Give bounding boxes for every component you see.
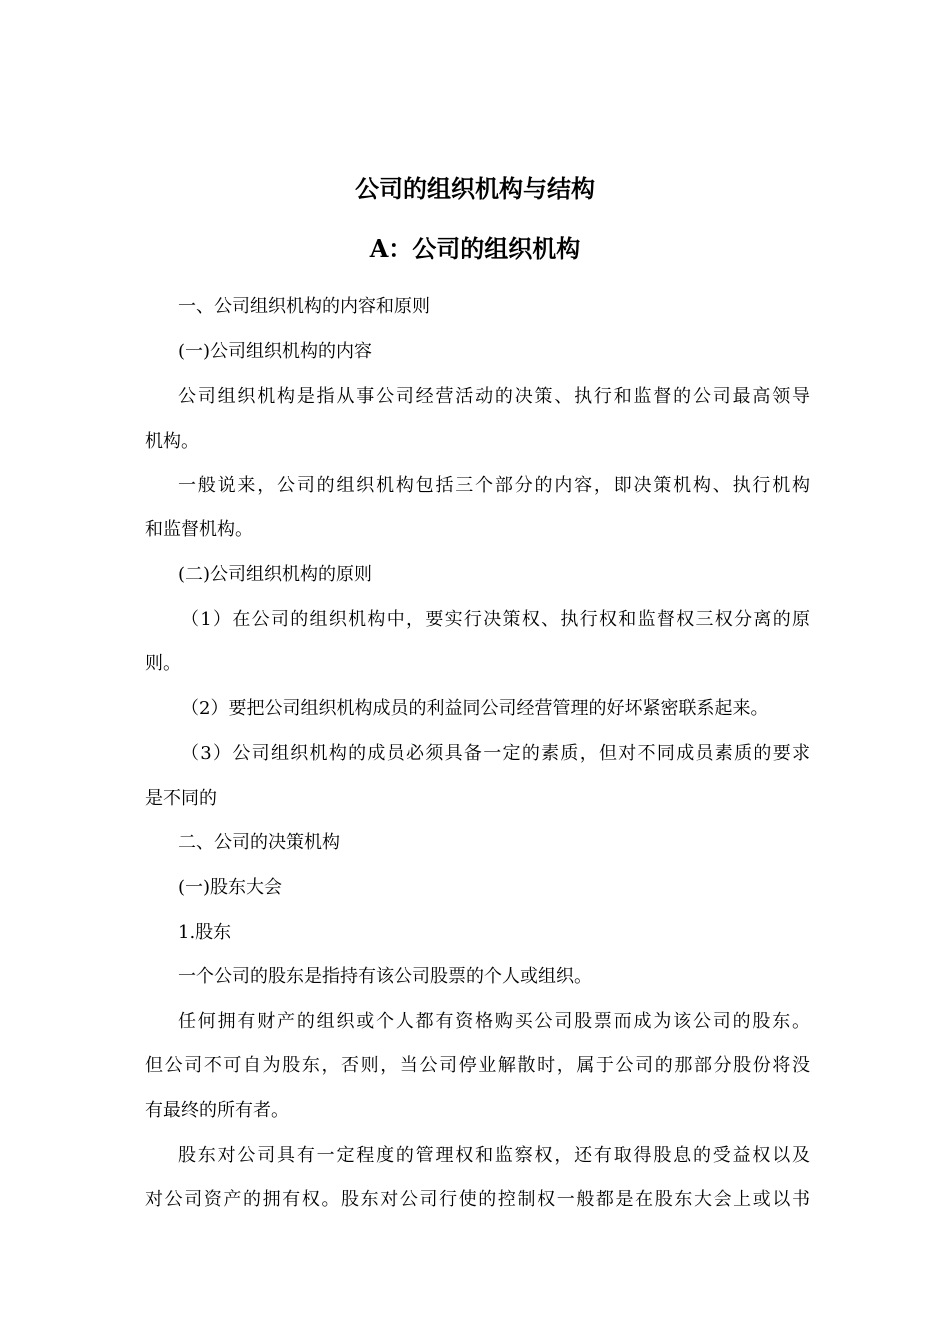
paragraph-line: 对公司资产的拥有权。股东对公司行使的控制权一般都是在股东大会上或以书 <box>145 1189 810 1210</box>
section-title: A：公司的组织机构 <box>369 234 581 263</box>
heading-line: 一、公司组织机构的内容和原则 <box>178 296 430 317</box>
paragraph-line: 一般说来，公司的组织机构包括三个部分的内容，即决策机构、执行机构 <box>178 475 810 496</box>
subheading-line: (一)股东大会 <box>178 877 283 898</box>
document-title: 公司的组织机构与结构 <box>355 174 595 203</box>
subheading-line: (二)公司组织机构的原则 <box>178 564 373 585</box>
paragraph-line: 但公司不可自为股东，否则，当公司停业解散时，属于公司的那部分股份将没 <box>145 1055 810 1076</box>
paragraph-line: 机构。 <box>145 431 199 452</box>
list-item-line: 则。 <box>145 653 181 674</box>
heading-line: 二、公司的决策机构 <box>178 832 340 853</box>
list-item-line: 是不同的 <box>145 788 217 809</box>
paragraph-line: 和监督机构。 <box>145 519 253 540</box>
paragraph-line: 公司组织机构是指从事公司经营活动的决策、执行和监督的公司最高领导 <box>178 386 810 407</box>
paragraph-line: 有最终的所有者。 <box>145 1100 289 1121</box>
list-item-line: （1）在公司的组织机构中，要实行决策权、执行权和监督权三权分离的原 <box>181 609 810 630</box>
subheading-line: 1.股东 <box>178 922 232 943</box>
paragraph-line: 股东对公司具有一定程度的管理权和监察权，还有取得股息的受益权以及 <box>178 1145 810 1166</box>
paragraph-line: 一个公司的股东是指持有该公司股票的个人或组织。 <box>178 966 592 987</box>
list-item-line: （2）要把公司组织机构成员的利益同公司经营管理的好坏紧密联系起来。 <box>181 698 769 719</box>
list-item-line: （3）公司组织机构的成员必须具备一定的素质，但对不同成员素质的要求 <box>181 743 810 764</box>
subheading-line: (一)公司组织机构的内容 <box>178 341 373 362</box>
paragraph-line: 任何拥有财产的组织或个人都有资格购买公司股票而成为该公司的股东。 <box>178 1011 810 1032</box>
